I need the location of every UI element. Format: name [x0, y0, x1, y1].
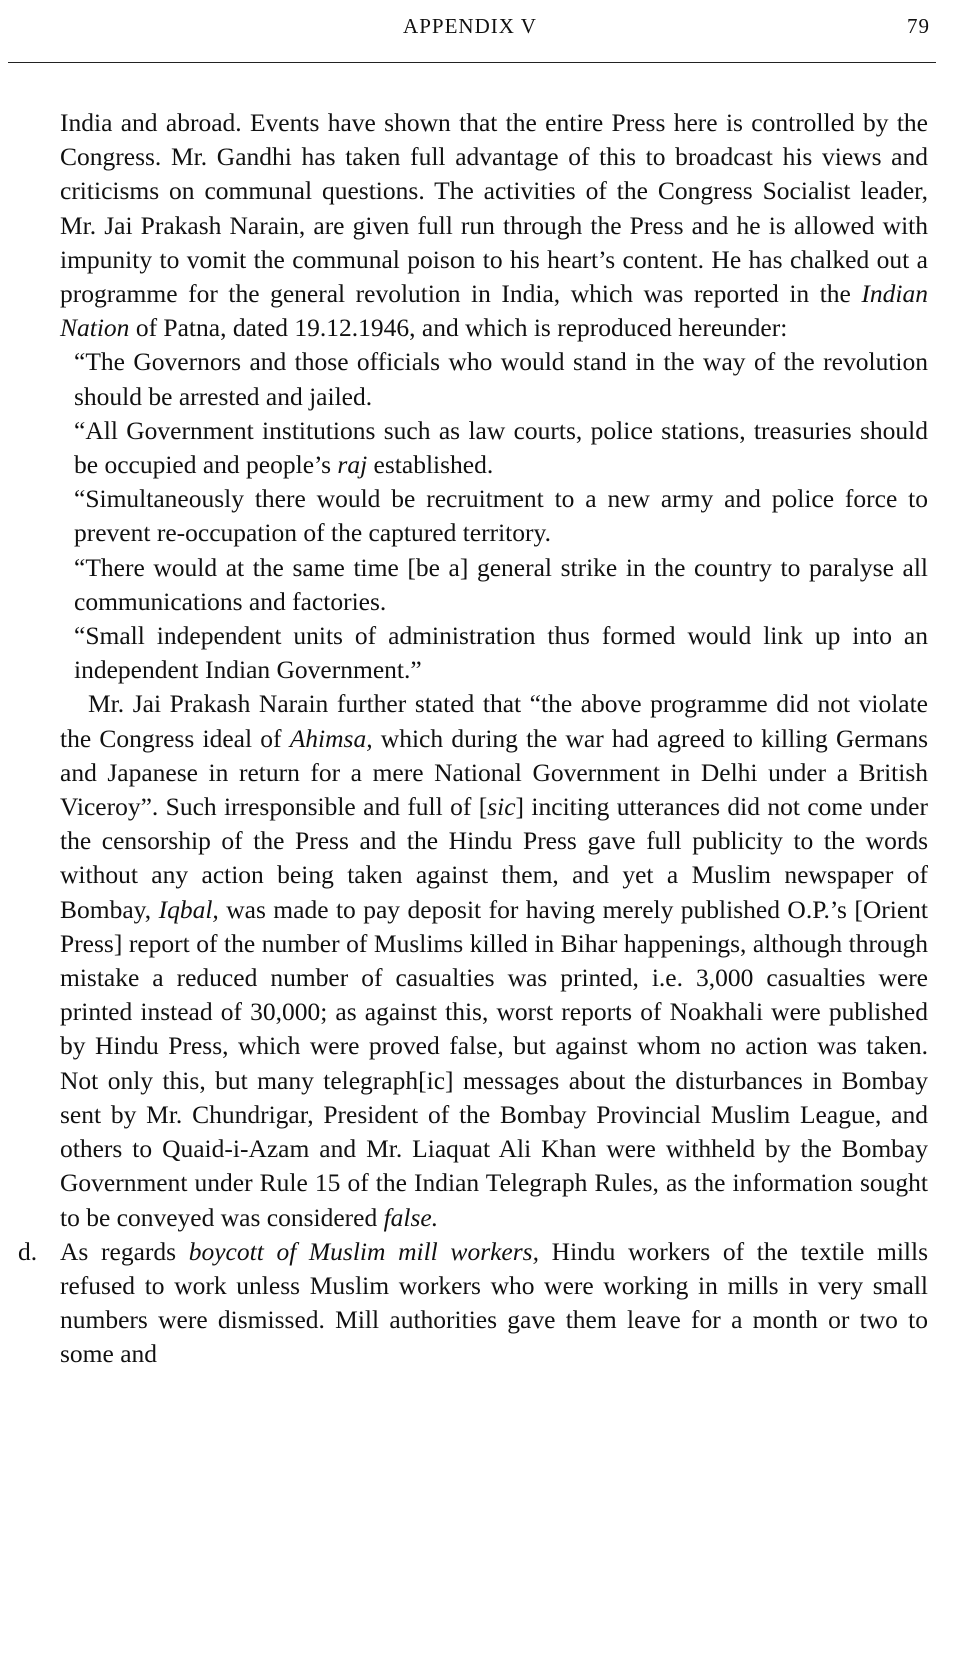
quote-line: “Small independent units of administration thus formed would link up into an independent Indian Government.”	[74, 621, 928, 685]
newspaper-title: Indian Nation	[60, 279, 928, 343]
quote-line: “Simultaneously there would be recruitment to a new army and police force to prevent re-occupation of the captured territory.	[74, 484, 928, 548]
header-rule	[8, 62, 936, 63]
quote-line: “The Governors and those officials who would stand in the way of the revolution should be arrested and jailed.	[74, 347, 928, 411]
paragraph-continuation: India and abroad. Events have shown that the entire Press here is controlled by the Congress. Mr. Gandhi has taken full advantage of this to broadcast his views and criticisms on communal questions. The activities of the Congress Socialist leader, Mr. Jai Prakash Narain, are given full run through the Press and he is allowed with impunity to vomit the communal poison to his heart’s content. He has chalked out a programme for the general revolution in India, which was reported in the Indian Nation of Patna, dated 19.12.1946, and which is reproduced hereunder:	[60, 108, 928, 343]
running-title: APPENDIX V	[403, 14, 537, 38]
paragraph: Mr. Jai Prakash Narain further stated that “the above programme did not violate the Congress ideal of Ahimsa, which during the war had agreed to killing Germans and Japanese in return for a mere National Government in Delhi under a British Viceroy”. Such irresponsible and full of [sic] inciting utterances did not come under the censorship of the Press and the Hindu Press gave full publicity to the words without any action being taken against them, and yet a Muslim newspaper of Bombay, Iqbal, was made to pay deposit for having merely published O.P.’s [Orient Press] report of the number of Muslims killed in Bihar happenings, although through mistake a reduced number of casualties was printed, i.e. 3,000 casualties were printed instead of 30,000; as against this, worst reports of Noakhali were published by Hindu Press, which were proved false, but against whom no action was taken. Not only this, but many telegraph[ic] messages about the disturbances in Bombay sent by Mr. Chundrigar, President of the Bombay Provincial Muslim League, and others to Quaid-i-Azam and Mr. Liaquat Ali Khan were withheld by the Bombay Government under Rule 15 of the Indian Telegraph Rules, as the information sought to be conveyed was considered false.	[60, 689, 929, 1232]
page-number: 79	[907, 14, 930, 38]
quote-line: “There would at the same time [be a] general strike in the country to paralyse all communications and factories.	[74, 552, 928, 616]
list-marker: d.	[18, 1236, 38, 1266]
body-text	[18, 106, 929, 1372]
list-item-d: d. As regards boycott of Muslim mill workers, Hindu workers of the textile mills refused to work unless Muslim workers who were working in mills in very small numbers were dismissed. Mill authorities gave them leave for a month or two to some and	[18, 1236, 928, 1369]
quote-line: “All Government institutions such as law courts, police stations, treasuries should be occupied and people’s raj established.	[74, 415, 928, 480]
running-header	[10, 14, 930, 44]
